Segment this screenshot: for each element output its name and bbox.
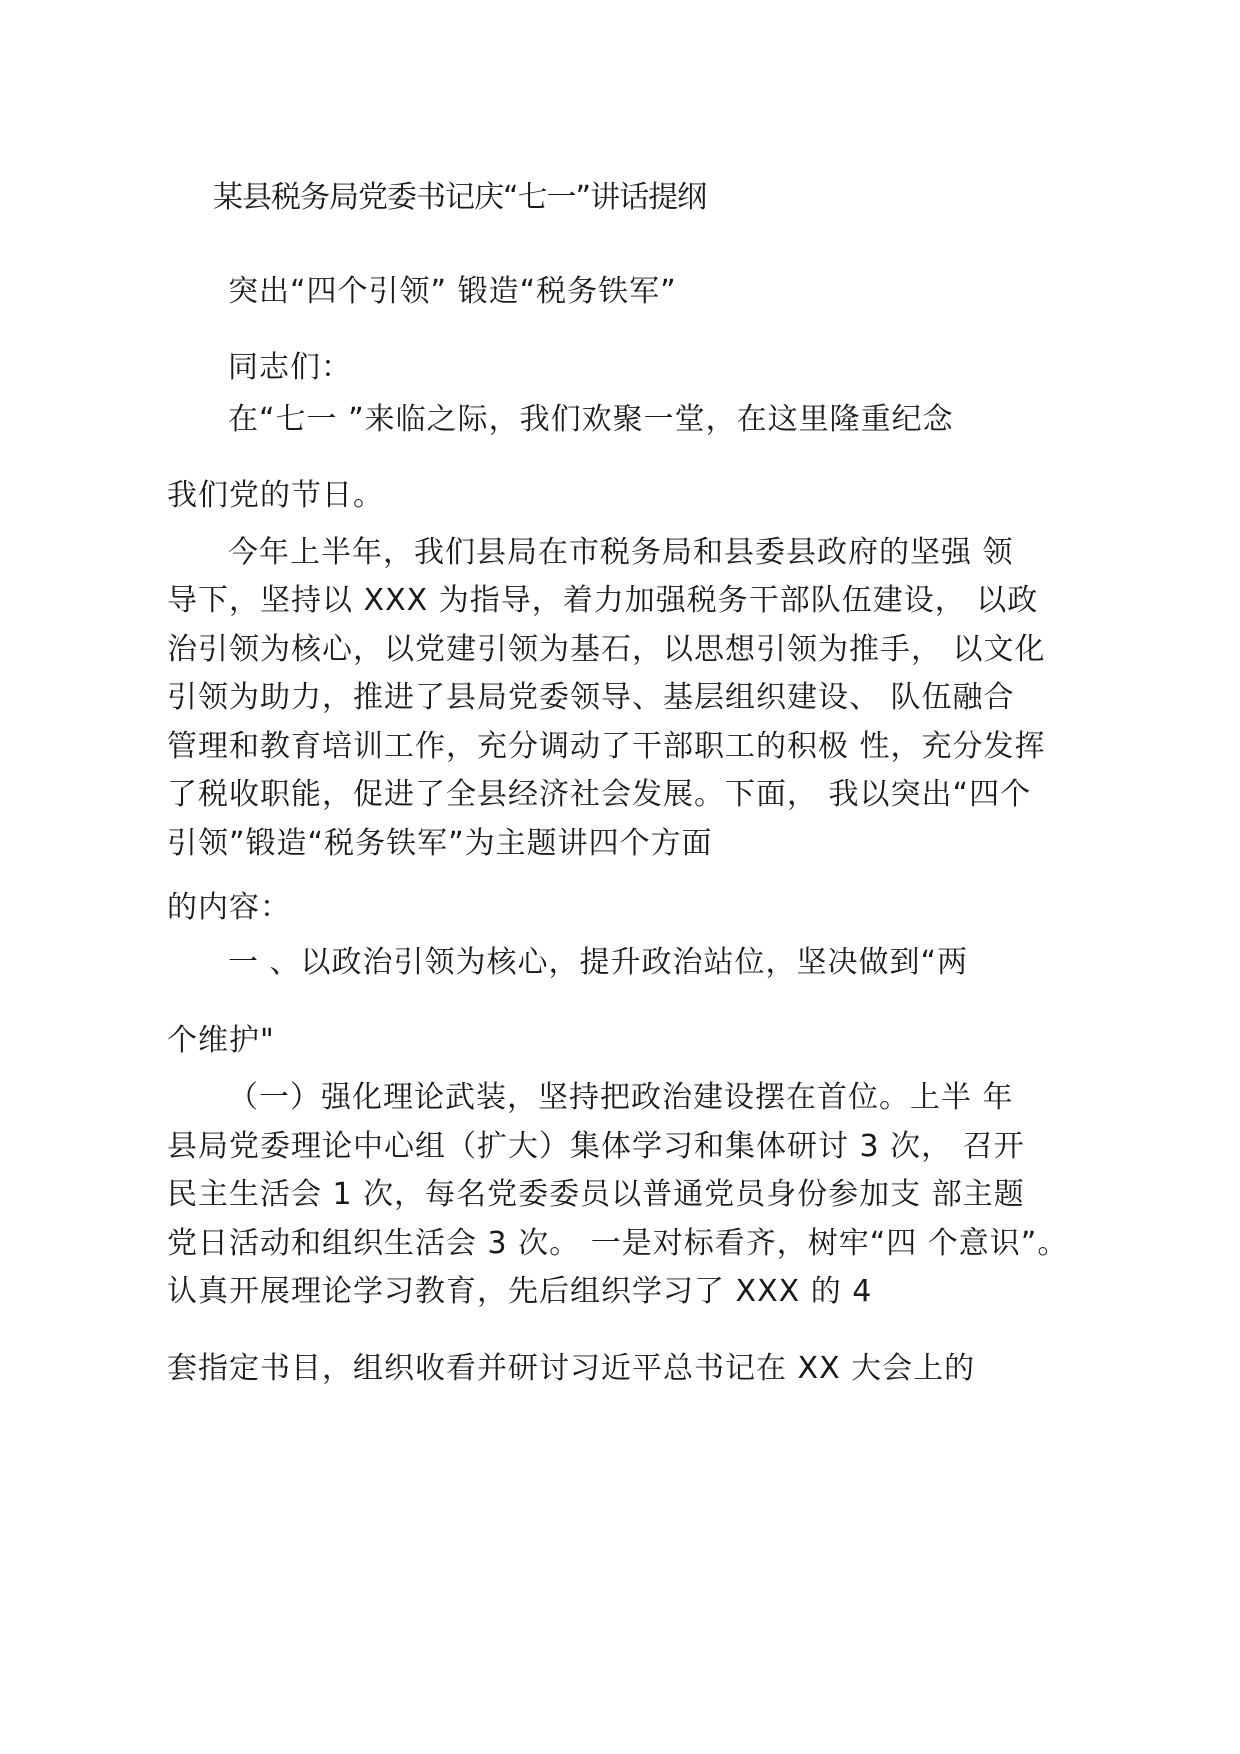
paragraph-line: 引领为助力，推进了县局党委领导、基层组织建设、 队伍融合	[167, 680, 1015, 715]
paragraph-line: 党日活动和组织生活会 3 次。 一是对标看齐，树牢“四 个意识”。	[167, 1226, 1069, 1261]
paragraph-line: 管理和教育培训工作，充分调动了干部职工的积极 性，充分发挥	[167, 729, 1046, 764]
section-heading: 一 、以政治引领为核心，提升政治站位，坚决做到“两	[228, 945, 969, 980]
paragraph-line: 治引领为核心，以党建引领为基石，以思想引领为推手， 以文化	[167, 632, 1046, 667]
paragraph-line: 民主生活会 1 次，每名党委委员以普通党员身份参加支 部主题	[167, 1177, 1025, 1212]
paragraph-line: （一）强化理论武装，坚持把政治建设摆在首位。上半 年	[228, 1080, 1014, 1115]
paragraph-line: 今年上半年，我们县局在市税务局和县委县政府的坚强 领	[228, 535, 1014, 570]
document-subtitle: 突出“四个引领” 锻造“税务铁军”	[228, 274, 677, 309]
paragraph-line: 在“七一 ”来临之际，我们欢聚一堂，在这里隆重纪念	[228, 402, 954, 437]
section-heading: 个维护"	[167, 1023, 275, 1058]
paragraph-line: 导下，坚持以 XXX 为指导，着力加强税务干部队伍建设， 以政	[167, 583, 1039, 618]
paragraph-line: 引领”锻造“税务铁军”为主题讲四个方面	[167, 826, 713, 861]
paragraph-line: 套指定书目，组织收看并研讨习近平总书记在 XX 大会上的	[167, 1351, 976, 1386]
paragraph-line: 我们党的节日。	[167, 478, 384, 513]
paragraph-line: 县局党委理论中心组（扩大）集体学习和集体研讨 3 次， 召开	[167, 1129, 1025, 1164]
salutation: 同志们：	[228, 350, 352, 385]
paragraph-line: 认真开展理论学习教育，先后组织学习了 XXX 的 4	[167, 1274, 873, 1309]
paragraph-line: 的内容：	[167, 890, 291, 925]
paragraph-line: 了税收职能，促进了全县经济社会发展。下面， 我以突出“四个	[167, 777, 1032, 812]
document-title: 某县税务局党委书记庆“七一”讲话提纲	[213, 180, 707, 215]
